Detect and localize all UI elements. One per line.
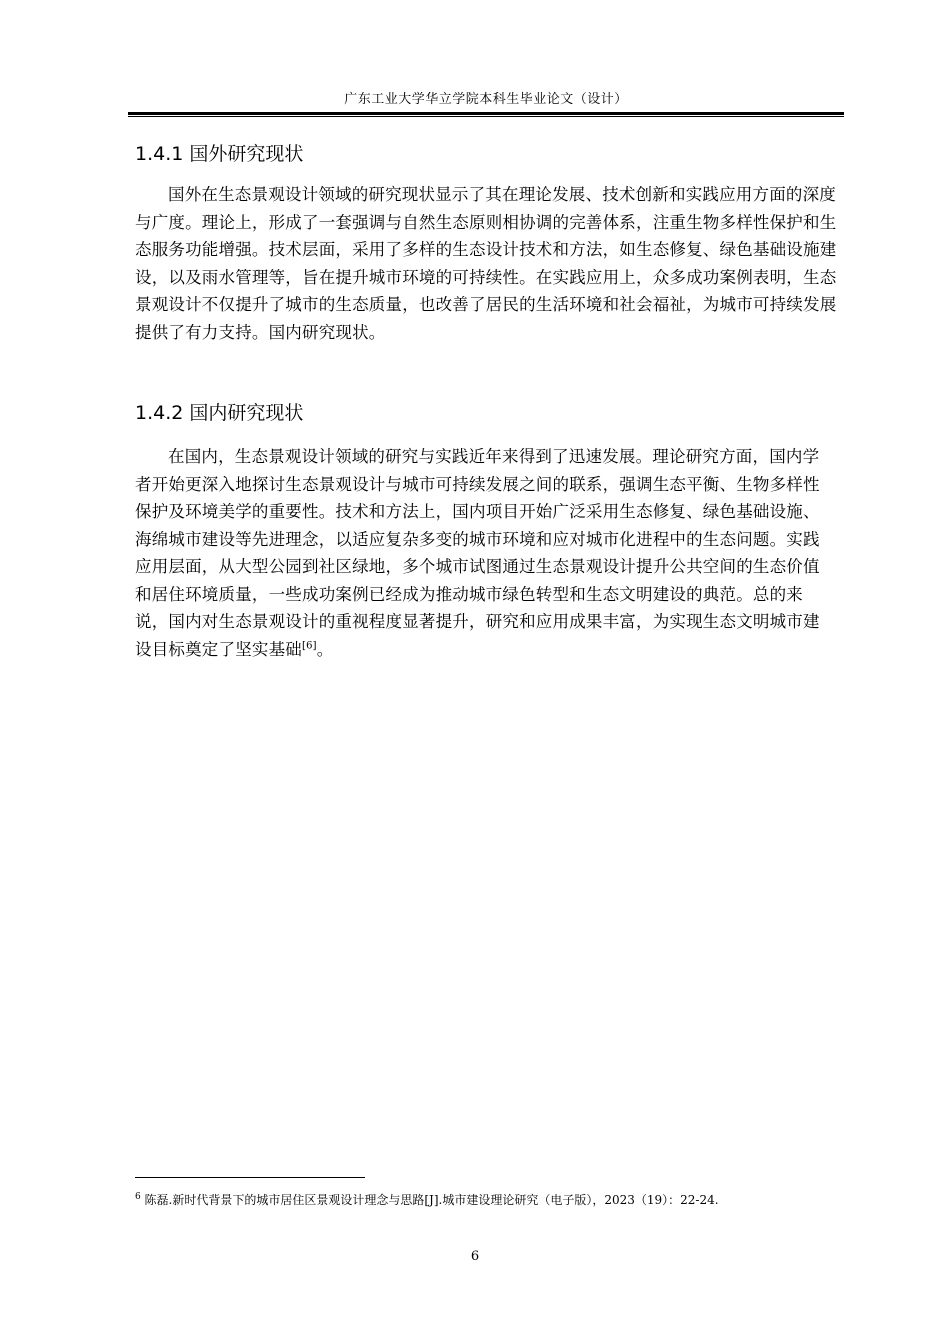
section-paragraph-foreign: 国外在生态景观设计领域的研究现状显示了其在理论发展、技术创新和实践应用方面的深度与广度。理论上，形成了一套强调与自然生态原则相协调的完善体系，注重生物多样性保护和生态服务功能增强。技术层面，采用了多样的生态设计技术和方法，如生态修复、绿色基础设施建设，以及雨水管理等，旨在提升城市环境的可持续性。在实践应用上，众多成功案例表明，生态景观设计不仅提升了城市的生态质量，也改善了居民的生活环境和社会福祉，为城市可持续发展提供了有力支持。国内研究现状。 [135, 185, 837, 342]
page-header: 广东工业大学华立学院本科生毕业论文（设计） [344, 92, 628, 107]
page-number: 6 [470, 1249, 480, 1264]
section-heading-foreign: 1.4.1 国外研究现状 [135, 143, 304, 165]
paragraph-body: 在国内，生态景观设计领域的研究与实践近年来得到了迅速发展。理论研究方面，国内学者开始更深入地探讨生态景观设计与城市可持续发展之间的联系，强调生态平衡、生物多样性保护及环境美学的重要性。技术和方法上，国内项目开始广泛采用生态修复、绿色基础设施、海绵城市建设等先进理念，以适应复杂多变的城市环境和应对城市化进程中的生态问题。实践应用层面，从大型公园到社区绿地，多个城市试图通过生态景观设计提升公共空间的生态价值和居住环境质量，一些成功案例已经成为推动城市绿色转型和生态文明建设的典范。总的来说，国内对生态景观设计的重视程度显著提升，研究和应用成果丰富，为实现生态文明城市建设目标奠定了坚实基础 [135, 447, 820, 659]
footnote-text: 陈磊.新时代背景下的城市居住区景观设计理念与思路[J].城市建设理论研究（电子版），2023（19）：22-24. [140, 1193, 719, 1207]
section-heading-domestic: 1.4.2 国内研究现状 [135, 402, 304, 424]
footnote-rule [135, 1177, 365, 1178]
section-paragraph-domestic [135, 443, 835, 663]
footnote [135, 1191, 719, 1208]
header-rule [128, 112, 844, 117]
citation-marker[interactable]: [6] [302, 640, 317, 651]
paragraph-end: 。 [316, 639, 334, 659]
footnote-marker: 6 [135, 1192, 141, 1202]
